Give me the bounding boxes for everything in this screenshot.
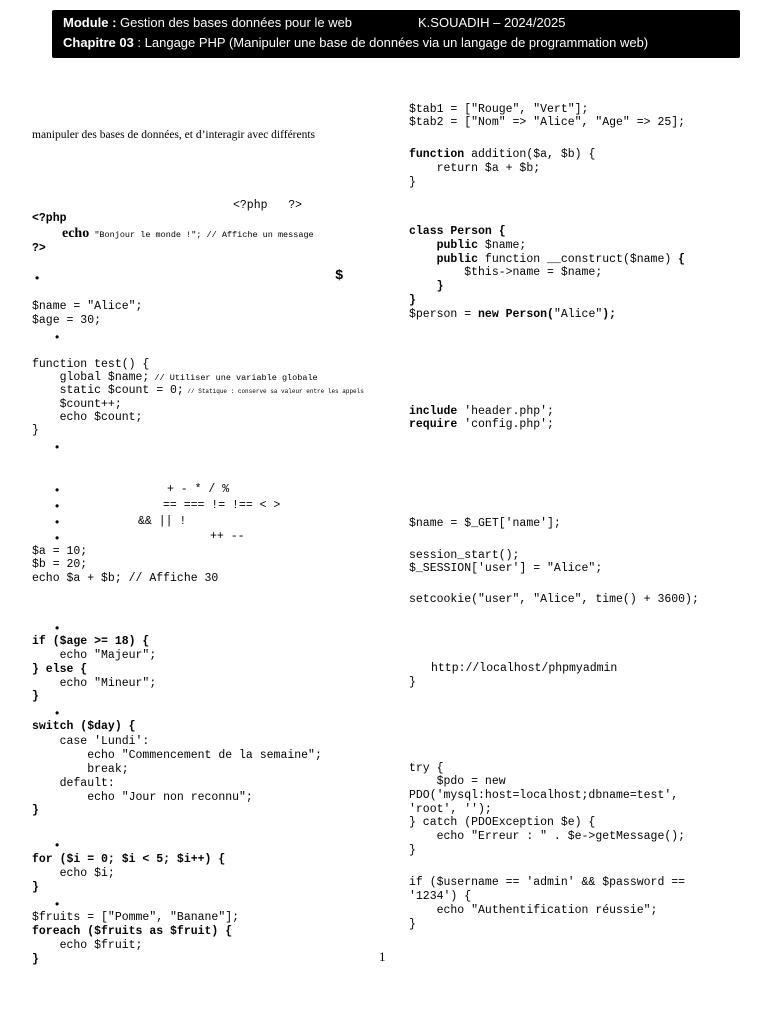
bullet-icon: •: [55, 440, 60, 454]
code-line: $count++;: [32, 398, 122, 411]
code-keyword: require: [409, 418, 458, 431]
chapter-line: [63, 35, 648, 50]
code-line: [409, 148, 595, 161]
bullet-icon: •: [55, 483, 60, 497]
intro-text: manipuler des bases de données, et d’interagir avec différents: [32, 129, 316, 141]
code-comment: // Statique : conserve sa valeur entre les appels: [183, 388, 364, 395]
code-line: echo $fruit;: [32, 939, 143, 952]
bullet-icon: •: [55, 515, 60, 529]
ops-arithmetic: + - * / %: [167, 483, 230, 496]
ops-logical: && || !: [138, 515, 187, 528]
code-text: function __construct($name): [478, 253, 672, 266]
code-line: echo "Commencement de la semaine";: [32, 749, 322, 762]
code-line: 'root', '');: [409, 803, 492, 816]
bullet-icon: •: [55, 499, 60, 513]
code-line: echo "Mineur";: [32, 677, 157, 690]
bullet-icon: •: [55, 897, 60, 911]
echo-keyword: echo: [62, 226, 90, 241]
code-line: [32, 371, 318, 385]
code-line: }: [409, 676, 416, 689]
bullet-icon: •: [55, 531, 60, 545]
code-keyword: public: [409, 239, 479, 252]
document-header: [52, 10, 740, 58]
bullet-icon: •: [55, 838, 60, 852]
code-text: );: [602, 308, 617, 321]
code-line: return $a + $b;: [409, 162, 541, 175]
code-text: $name;: [478, 239, 527, 252]
code-line: [409, 418, 554, 431]
code-line: }: [32, 690, 39, 703]
code-text: "Alice": [553, 308, 603, 321]
code-line: $name = "Alice";: [32, 300, 143, 313]
code-line: foreach ($fruits as $fruit) {: [32, 925, 233, 938]
code-keyword: function: [409, 148, 465, 161]
code-line: $this->name = $name;: [409, 266, 603, 279]
code-text: static $count = 0;: [32, 384, 184, 397]
code-line: switch ($day) {: [32, 720, 136, 733]
code-line: }: [32, 881, 39, 894]
bullet-icon: •: [35, 271, 40, 285]
php-tags: <?php ?>: [233, 199, 303, 212]
phpmyadmin-url: http://localhost/phpmyadmin: [431, 662, 618, 675]
code-keyword: public: [409, 253, 479, 266]
bullet-icon: •: [55, 330, 60, 344]
code-line: }: [409, 918, 416, 931]
module-text: Gestion des bases données pour le web: [116, 15, 353, 30]
page-number: 1: [379, 949, 386, 964]
code-line: $a = 10;: [32, 545, 88, 558]
author-year: K.SOUADIH – 2024/2025: [418, 15, 566, 30]
code-line: [409, 405, 554, 418]
bullet-icon: •: [55, 706, 60, 720]
chapter-label: Chapitre 03: [63, 35, 134, 50]
code-line: } catch (PDOException $e) {: [409, 816, 596, 829]
code-line: } else {: [32, 663, 88, 676]
bullet-icon: •: [55, 621, 60, 635]
code-line: $fruits = ["Pomme", "Banane"];: [32, 911, 240, 924]
code-line: default:: [32, 777, 115, 790]
code-line: echo $i;: [32, 867, 115, 880]
code-line: }: [32, 424, 39, 437]
ops-increment: ++ --: [210, 530, 245, 543]
echo-argument: "Bonjour le monde !"; // Affiche un message: [89, 230, 314, 240]
echo-line: [62, 227, 314, 242]
code-line: [32, 384, 364, 398]
php-open: <?php: [32, 212, 67, 225]
code-keyword: new Person(: [478, 308, 554, 321]
code-line: setcookie("user", "Alice", time() + 3600);: [409, 593, 699, 606]
code-line: break;: [32, 763, 129, 776]
code-line: }: [409, 294, 416, 307]
code-line: }: [409, 280, 444, 293]
code-line: $b = 20;: [32, 558, 88, 571]
code-text: $person =: [409, 308, 479, 321]
code-line: }: [32, 953, 39, 966]
code-line: }: [32, 804, 39, 817]
code-line: $_SESSION['user'] = "Alice";: [409, 562, 603, 575]
code-line: echo "Authentification réussie";: [409, 904, 658, 917]
module-line: [63, 15, 352, 30]
code-line: '1234') {: [409, 890, 472, 903]
code-keyword: include: [409, 405, 458, 418]
code-line: $age = 30;: [32, 314, 102, 327]
code-line: [409, 253, 685, 266]
code-line: for ($i = 0; $i < 5; $i++) {: [32, 853, 226, 866]
code-line: [409, 308, 616, 321]
code-line: $tab2 = ["Nom" => "Alice", "Age" => 25];: [409, 116, 686, 129]
code-text: 'config.php';: [457, 418, 554, 431]
code-line: case 'Lundi':: [32, 735, 150, 748]
code-line: echo "Erreur : " . $e->getMessage();: [409, 830, 686, 843]
code-line: class Person {: [409, 225, 506, 238]
code-line: }: [409, 844, 416, 857]
code-text: addition($a, $b) {: [464, 148, 596, 161]
code-line: function test() {: [32, 358, 150, 371]
code-line: session_start();: [409, 549, 520, 562]
code-text: global $name;: [32, 371, 150, 384]
code-comment: // Utiliser une variable globale: [149, 373, 318, 383]
code-line: echo "Majeur";: [32, 649, 157, 662]
code-line: $tab1 = ["Rouge", "Vert"];: [409, 103, 589, 116]
code-line: if ($age >= 18) {: [32, 635, 150, 648]
code-text: 'header.php';: [457, 405, 554, 418]
ops-comparison: == === != !== < >: [163, 499, 281, 512]
code-line: echo $a + $b; // Affiche 30: [32, 572, 219, 585]
code-line: $pdo = new: [409, 775, 506, 788]
php-close: ?>: [32, 242, 46, 255]
module-label: Module :: [63, 15, 117, 30]
code-line: try {: [409, 762, 444, 775]
code-line: if ($username == 'admin' && $password ==: [409, 876, 686, 889]
code-line: echo $count;: [32, 411, 143, 424]
code-line: [409, 239, 526, 252]
code-line: $name = $_GET['name'];: [409, 517, 561, 530]
code-text: {: [671, 253, 686, 266]
code-line: }: [409, 176, 416, 189]
chapter-text: : Langage PHP (Manipuler une base de données via un langage de programmation web): [133, 35, 649, 50]
code-line: echo "Jour non reconnu";: [32, 791, 253, 804]
code-line: PDO('mysql:host=localhost;dbname=test',: [409, 789, 679, 802]
dollar-sign: $: [335, 268, 344, 284]
